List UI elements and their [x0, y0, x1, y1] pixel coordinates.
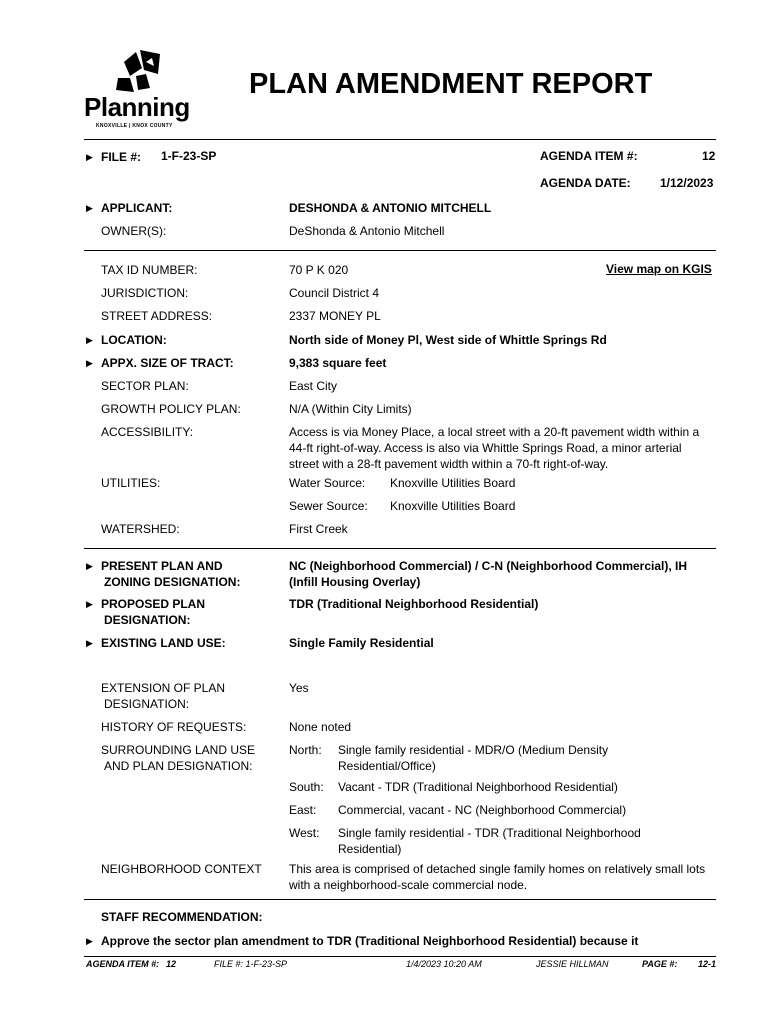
- bullet-arrow-icon: ▶: [86, 152, 93, 162]
- present-plan-label-line2: ZONING DESIGNATION:: [104, 575, 241, 589]
- bullet-arrow-icon: ▶: [86, 638, 93, 648]
- bullet-arrow-icon: ▶: [86, 936, 93, 946]
- existing-use-label: EXISTING LAND USE:: [101, 636, 226, 650]
- agenda-date-label: AGENDA DATE:: [540, 176, 631, 190]
- staff-recommendation-text: Approve the sector plan amendment to TDR (Traditional Neighborhood Residential) because it: [101, 934, 639, 948]
- history-label: HISTORY OF REQUESTS:: [101, 720, 247, 734]
- size-label: APPX. SIZE OF TRACT:: [101, 356, 234, 370]
- owner-label: OWNER(S):: [101, 224, 167, 238]
- growth-value: N/A (Within City Limits): [289, 402, 412, 416]
- footer-page-value: 12-1: [698, 959, 717, 969]
- footer-file: FILE #: 1-F-23-SP: [214, 959, 288, 969]
- owner-value: DeShonda & Antonio Mitchell: [289, 224, 445, 238]
- divider: [84, 899, 716, 900]
- proposed-plan-label: [101, 596, 205, 628]
- watershed-label: WATERSHED:: [101, 522, 180, 536]
- planning-logo: [84, 48, 196, 132]
- footer-timestamp: 1/4/2023 10:20 AM: [406, 959, 482, 969]
- street-value: 2337 MONEY PL: [289, 309, 381, 323]
- sector-label: SECTOR PLAN:: [101, 379, 189, 393]
- agenda-item-value: 12: [702, 149, 716, 163]
- staff-recommendation-heading: STAFF RECOMMENDATION:: [101, 910, 263, 924]
- water-source-value: Knoxville Utilities Board: [390, 476, 516, 490]
- accessibility-label: ACCESSIBILITY:: [101, 425, 194, 439]
- location-label: LOCATION:: [101, 333, 167, 347]
- divider: [84, 250, 716, 251]
- extension-label: [101, 680, 225, 712]
- south-label: South:: [289, 780, 324, 794]
- bullet-arrow-icon: ▶: [86, 561, 93, 571]
- history-value: None noted: [289, 720, 352, 734]
- logo-mark-icon: [110, 48, 170, 94]
- size-value: 9,383 square feet: [289, 356, 387, 370]
- divider: [84, 548, 716, 549]
- surrounding-label-line2: AND PLAN DESIGNATION:: [104, 759, 253, 773]
- extension-label-line1: EXTENSION OF PLAN: [101, 681, 226, 695]
- file-label: FILE #:: [101, 150, 142, 164]
- divider: [84, 139, 716, 140]
- file-number: 1-F-23-SP: [161, 149, 217, 163]
- extension-value: Yes: [289, 681, 309, 695]
- agenda-item-label: AGENDA ITEM #:: [540, 149, 638, 163]
- utilities-label: UTILITIES:: [101, 476, 161, 490]
- footer-page-label: PAGE #:: [642, 959, 678, 969]
- context-label: NEIGHBORHOOD CONTEXT: [101, 862, 262, 876]
- footer-divider: [84, 956, 716, 957]
- proposed-plan-value: TDR (Traditional Neighborhood Residential): [289, 597, 539, 611]
- tax-id-label: TAX ID NUMBER:: [101, 263, 198, 277]
- west-value: Single family residential - TDR (Traditional Neighborhood Residential): [338, 826, 641, 856]
- footer-author: JESSIE HILLMAN: [536, 959, 609, 969]
- bullet-arrow-icon: ▶: [86, 203, 93, 213]
- street-label: STREET ADDRESS:: [101, 309, 213, 323]
- footer-agenda-value: 12: [166, 959, 177, 969]
- south-value: Vacant - TDR (Traditional Neighborhood Residential): [338, 780, 618, 794]
- present-plan-label: [101, 558, 240, 590]
- jurisdiction-value: Council District 4: [289, 286, 380, 300]
- existing-use-value: Single Family Residential: [289, 636, 434, 650]
- watershed-value: First Creek: [289, 522, 348, 536]
- tax-id-value: 70 P K 020: [289, 263, 349, 277]
- jurisdiction-label: JURISDICTION:: [101, 286, 189, 300]
- west-label: West:: [289, 826, 320, 840]
- location-value: North side of Money Pl, West side of Whittle Springs Rd: [289, 333, 607, 347]
- present-plan-label-line1: PRESENT PLAN AND: [101, 559, 223, 573]
- water-source-label: Water Source:: [289, 476, 366, 490]
- page-title: PLAN AMENDMENT REPORT: [249, 68, 653, 100]
- sewer-source-value: Knoxville Utilities Board: [390, 499, 516, 513]
- applicant-label: APPLICANT:: [101, 201, 173, 215]
- surrounding-label: [101, 742, 255, 774]
- north-value: Single family residential - MDR/O (Medium Density Residential/Office): [338, 743, 609, 773]
- footer-agenda-label: AGENDA ITEM #:: [86, 959, 160, 969]
- kgis-map-link[interactable]: View map on KGIS: [606, 262, 712, 276]
- bullet-arrow-icon: ▶: [86, 335, 93, 345]
- agenda-date-value: 1/12/2023: [660, 176, 714, 190]
- logo-word: Planning: [84, 92, 190, 122]
- bullet-arrow-icon: ▶: [86, 599, 93, 609]
- present-plan-value: NC (Neighborhood Commercial) / C-N (Neighborhood Commercial), IH (Infill Housing Overlay): [289, 559, 688, 589]
- proposed-plan-label-line2: DESIGNATION:: [104, 613, 191, 627]
- growth-label: GROWTH POLICY PLAN:: [101, 402, 241, 416]
- surrounding-label-line1: SURROUNDING LAND USE: [101, 743, 256, 757]
- accessibility-value: Access is via Money Place, a local street with a 20-ft pavement width within a 44-ft right-of-way. Access is also via Whittle Springs Road, a minor arterial street with a 28-ft pavement width within a 70-ft right-of-way.: [289, 425, 700, 471]
- east-label: East:: [289, 803, 317, 817]
- sector-value: East City: [289, 379, 338, 393]
- sewer-source-label: Sewer Source:: [289, 499, 368, 513]
- context-value: This area is comprised of detached single family homes on relatively small lots with a neighborhood-scale commercial node.: [289, 862, 706, 892]
- extension-label-line2: DESIGNATION:: [104, 697, 190, 711]
- bullet-arrow-icon: ▶: [86, 358, 93, 368]
- east-value: Commercial, vacant - NC (Neighborhood Commercial): [338, 803, 627, 817]
- proposed-plan-label-line1: PROPOSED PLAN: [101, 597, 206, 611]
- north-label: North:: [289, 743, 322, 757]
- applicant-value: DESHONDA & ANTONIO MITCHELL: [289, 201, 492, 215]
- logo-subtitle: KNOXVILLE | KNOX COUNTY: [96, 123, 173, 129]
